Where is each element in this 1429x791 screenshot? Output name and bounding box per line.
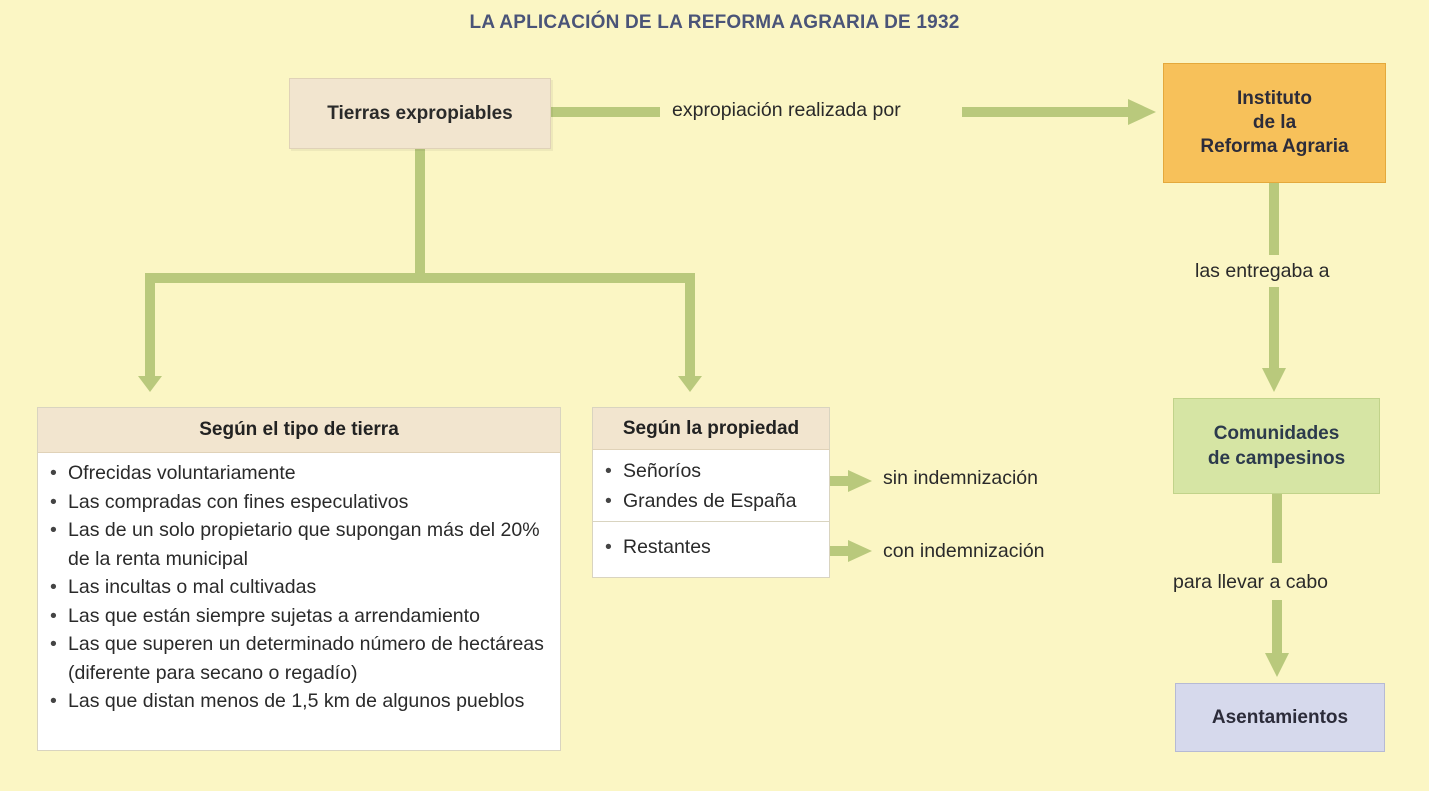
propiedad-group-con — [593, 522, 829, 562]
panel-propiedad-header: Según la propiedad — [593, 408, 829, 450]
propiedad-list-con — [603, 532, 819, 562]
list-item: • Grandes de España — [603, 486, 819, 516]
comunidades-line-2: de campesinos — [1207, 448, 1346, 469]
instituto-line-2: de la — [1252, 112, 1297, 133]
node-comunidades-campesinos — [1173, 398, 1380, 494]
instituto-line-3: Reforma Agraria — [1200, 136, 1349, 157]
node-asentamientos: Asentamientos — [1175, 683, 1385, 752]
panel-tipo-tierra — [37, 407, 561, 751]
edge-label-con-indemnizacion: con indemnización — [883, 540, 1045, 562]
node-instituto-reforma-agraria — [1163, 63, 1386, 183]
edge-label-entregaba: las entregaba a — [1195, 260, 1330, 282]
panel-tipo-tierra-header: Según el tipo de tierra — [38, 408, 560, 453]
list-item: • Señoríos — [603, 456, 819, 486]
list-item: • Restantes — [603, 532, 819, 562]
arrowhead-comunidades — [1262, 368, 1286, 392]
list-item: • Las de un solo propietario que supongan más del 20% de la renta municipal — [48, 516, 550, 573]
list-item: • Las incultas o mal cultivadas — [48, 573, 550, 602]
propiedad-group-sin — [593, 450, 829, 522]
propiedad-list-sin — [603, 456, 819, 516]
tipo-tierra-list — [38, 453, 560, 716]
arrowhead-sin — [848, 470, 872, 492]
list-item: • Las compradas con fines especulativos — [48, 488, 550, 517]
node-tierras-expropiables: Tierras expropiables — [289, 78, 551, 149]
arrowhead-instituto — [1128, 99, 1156, 125]
arrowhead-asentamientos — [1265, 653, 1289, 677]
instituto-line-1: Instituto — [1237, 88, 1312, 109]
list-item: • Las que están siempre sujetas a arrendamiento — [48, 602, 550, 631]
arrowhead-con — [848, 540, 872, 562]
comunidades-line-1: Comunidades — [1213, 423, 1340, 444]
edge-label-expropiacion: expropiación realizada por — [672, 99, 901, 121]
arrowhead-tipo — [138, 376, 162, 392]
edge-label-llevar: para llevar a cabo — [1173, 571, 1329, 593]
panel-propiedad — [592, 407, 830, 578]
diagram-title: LA APLICACIÓN DE LA REFORMA AGRARIA DE 1932 — [469, 12, 960, 33]
edge-label-sin-indemnizacion: sin indemnización — [883, 467, 1039, 489]
arrowhead-propiedad — [678, 376, 702, 392]
list-item: • Las que superen un determinado número de hectáreas (diferente para secano o regadío) — [48, 630, 550, 687]
list-item: • Ofrecidas voluntariamente — [48, 459, 550, 488]
list-item: • Las que distan menos de 1,5 km de algunos pueblos — [48, 687, 550, 716]
